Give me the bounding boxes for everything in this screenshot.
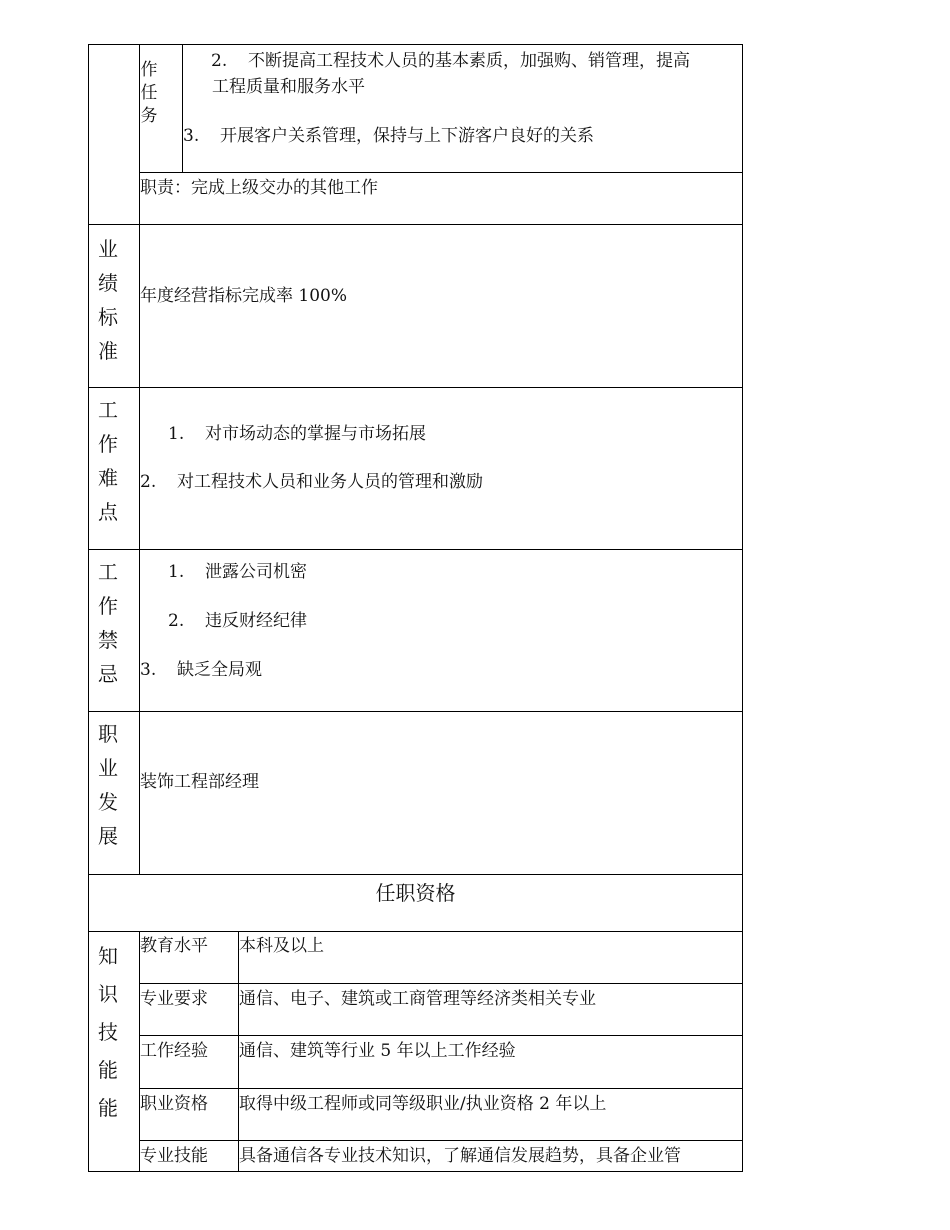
- taboo-2-number: 2.: [168, 611, 185, 631]
- education-key: 教育水平: [140, 936, 208, 956]
- difficulties-label-char: 作: [98, 432, 118, 456]
- knowledge-label-char: 能: [98, 1058, 118, 1082]
- table-border-right: [742, 44, 743, 1172]
- knowledge-label-char: 知: [98, 944, 118, 968]
- task-item-3-number: 3.: [183, 126, 200, 146]
- certification-value: 取得中级工程师或同等级职业/执业资格 2 年以上: [239, 1094, 607, 1114]
- task-label-divider: [182, 44, 183, 173]
- row-divider: [88, 224, 743, 225]
- row-divider: [88, 711, 743, 712]
- taboo-2-text: 违反财经纪律: [205, 611, 307, 631]
- difficulties-label-char: 难: [98, 466, 118, 490]
- skills-value: 具备通信各专业技术知识，了解通信发展趋势，具备企业管: [239, 1146, 681, 1166]
- table-border-top: [88, 44, 743, 45]
- task-item-2-line1: 不断提高工程技术人员的基本素质，加强购、销管理，提高: [248, 51, 690, 71]
- taboo-1-number: 1.: [168, 562, 185, 582]
- taboos-label-char: 忌: [98, 662, 118, 686]
- row-divider: [88, 874, 743, 875]
- career-label: [88, 717, 128, 853]
- experience-key: 工作经验: [140, 1041, 208, 1061]
- duty-text: 职责：完成上级交办的其他工作: [140, 178, 378, 198]
- row-divider: [88, 387, 743, 388]
- taboo-3-text: 缺乏全局观: [177, 660, 262, 680]
- task-label-char: 务: [140, 106, 158, 126]
- taboos-label-char: 工: [98, 560, 118, 584]
- qualification-title: 任职资格: [375, 881, 456, 905]
- difficulty-2-text: 对工程技术人员和业务人员的管理和激励: [177, 472, 483, 492]
- row-divider: [139, 1140, 743, 1141]
- major-key: 专业要求: [140, 989, 208, 1009]
- task-label-char: 作: [140, 60, 158, 80]
- knowledge-label-char: 识: [98, 982, 118, 1006]
- row-divider: [88, 549, 743, 550]
- career-label-char: 职: [98, 722, 118, 746]
- certification-key: 职业资格: [140, 1094, 208, 1114]
- performance-label-char: 标: [98, 305, 118, 329]
- taboo-1-text: 泄露公司机密: [205, 562, 307, 582]
- difficulty-1-text: 对市场动态的掌握与市场拓展: [205, 424, 426, 444]
- career-label-char: 业: [98, 756, 118, 780]
- taboos-label-char: 禁: [98, 628, 118, 652]
- row-divider: [139, 1035, 743, 1036]
- label-column-divider: [139, 44, 140, 874]
- education-value: 本科及以上: [239, 936, 324, 956]
- difficulties-label-char: 工: [98, 398, 118, 422]
- task-label-char: 任: [140, 83, 158, 103]
- major-value: 通信、电子、建筑或工商管理等经济类相关专业: [239, 989, 596, 1009]
- career-text: 装饰工程部经理: [140, 772, 259, 792]
- knowledge-label-char: 能: [98, 1096, 118, 1120]
- taboo-3-number: 3.: [140, 660, 157, 680]
- task-item-2-number: 2.: [211, 51, 228, 71]
- performance-text: 年度经营指标完成率 100%: [140, 286, 348, 306]
- task-item-3-text: 开展客户关系管理，保持与上下游客户良好的关系: [220, 126, 594, 146]
- row-divider: [88, 931, 743, 932]
- performance-label-char: 准: [98, 339, 118, 363]
- performance-label-char: 绩: [98, 271, 118, 295]
- knowledge-label-char: 技: [98, 1020, 118, 1044]
- performance-label-char: 业: [98, 237, 118, 261]
- table-border-bottom: [88, 1171, 743, 1172]
- row-divider: [139, 983, 743, 984]
- taboos-label-char: 作: [98, 594, 118, 618]
- career-label-char: 展: [98, 824, 118, 848]
- difficulties-label: [88, 393, 128, 529]
- task-label: [137, 59, 161, 128]
- difficulties-label-char: 点: [98, 500, 118, 524]
- difficulty-1-number: 1.: [168, 424, 185, 444]
- performance-label: [88, 232, 128, 368]
- knowledge-skills-label: [88, 937, 128, 1127]
- taboos-label: [88, 555, 128, 691]
- difficulty-2-number: 2.: [140, 472, 157, 492]
- career-label-char: 发: [98, 790, 118, 814]
- row-divider: [139, 172, 743, 173]
- skills-key: 专业技能: [140, 1146, 208, 1166]
- row-divider: [139, 1088, 743, 1089]
- experience-value: 通信、建筑等行业 5 年以上工作经验: [239, 1041, 516, 1061]
- task-item-2-line2: 工程质量和服务水平: [212, 77, 365, 97]
